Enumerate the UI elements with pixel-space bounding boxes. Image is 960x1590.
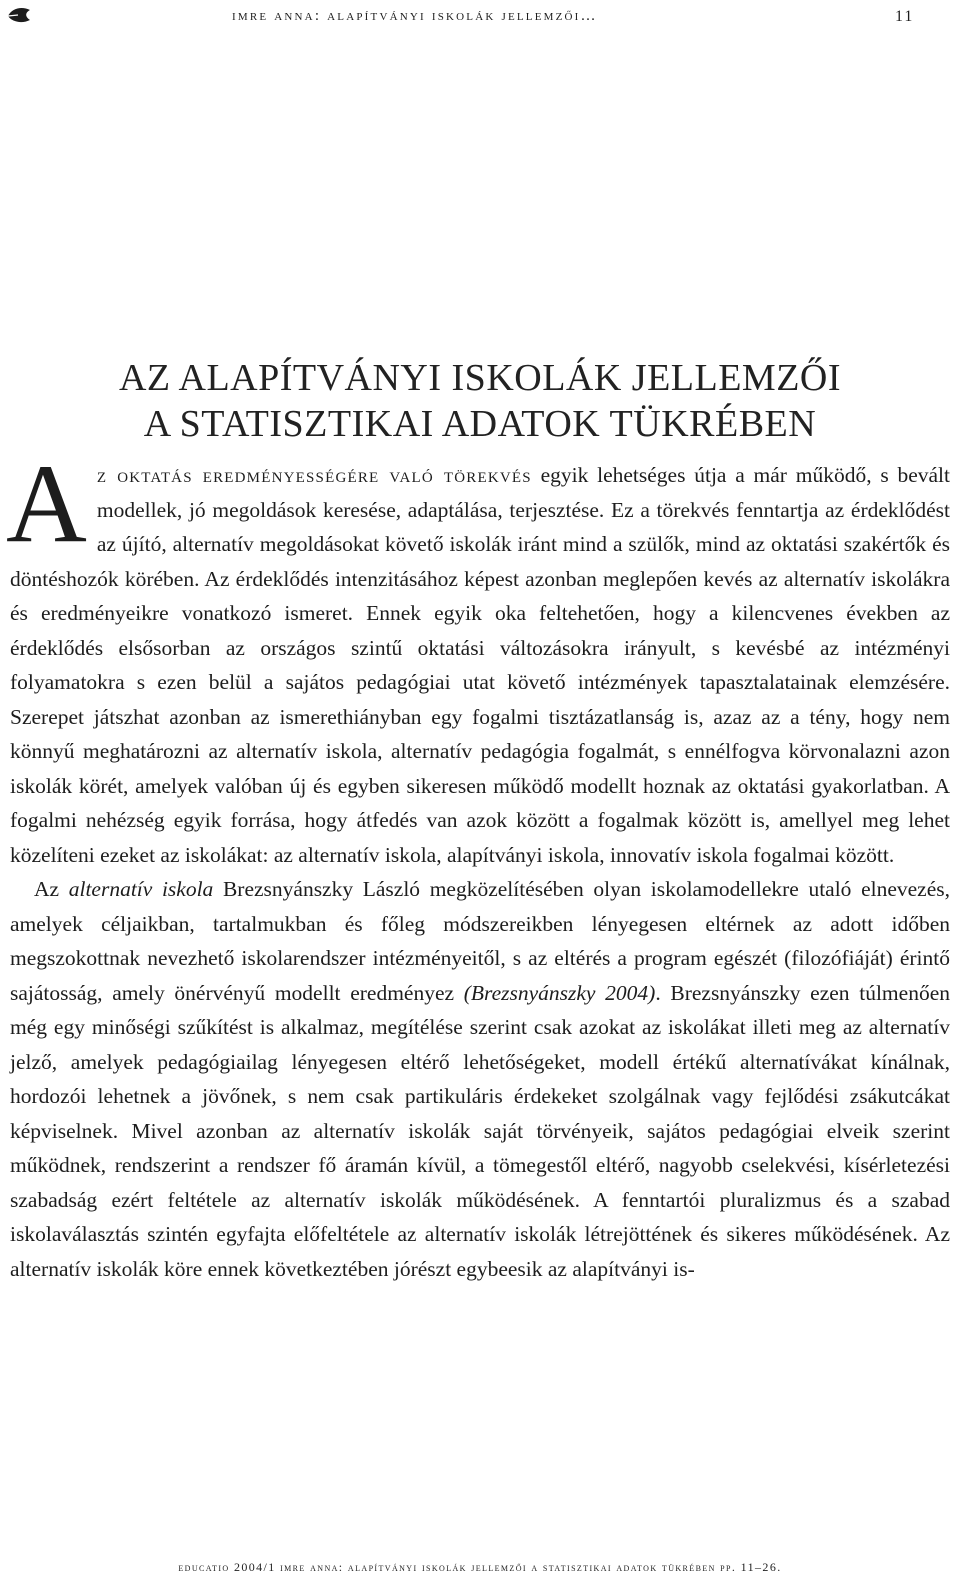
page-header (0, 4, 960, 34)
article-body (6, 442, 951, 1286)
paragraph-2-start: Az (34, 877, 69, 901)
leaf-ornament-icon (6, 6, 32, 26)
paragraph-1-text: egyik lehetséges útja a már működő, s bevált modellek, jó megoldások keresése, adaptálása, terjesztése. Ez a törekvés fenntartja az érdeklődést az újító, alternatív megoldásokat követő iskolák iránt mind a szülők, mind az oktatási szakértők és döntéshozók körében. Az érdeklődés intenzitásához képest azonban meglepően kevés az alternatív iskolákra és eredményeikre vonatkozó ismeret. Ennek egyik oka feltehetően, hogy a kilencvenes években az érdeklődés elsősorban az országos szintű oktatási változásokra irányult, s kevésbé az intézményi folyamatokra s ezen belül a sajátos pedagógiai utat követő intézmények tapasztalatainak elemzésére. Szerepet játszhat azonban az ismerethiányban egy fogalmi tisztázatlanság is, azaz az a tény, hogy nem könnyű meghatározni az alternatív iskola, alternatív pedagógia fogalmát, s ennélfogva körvonalazni azon iskolák körét, amelyek valóban új és egyben sikeresen működő modellt hoznak az oktatási gyakorlatban. A fogalmi nehézség egyik forrása, hogy átfedés van azok között a fogalmak között is, amellyel meg lehet közelíteni ezeket az iskolákat: az alternatív iskola, alapítványi iskola, innovatív iskola fogalmai között. (10, 463, 951, 867)
paragraph-2-mid: Brezsnyánszky László megközelítésében olyan iskolamodellekre utaló elnevezés, amelyek céljaikban, tartalmukban és főleg módszereikben lényegesen eltérnek az adott időben megszokottnak nevezhető iskolarendszer intézményeitől, s az eltérés a program egészét (filozófiáját) érintő sajátosság, amely önérvényű modellt eredményez (10, 877, 951, 1005)
paragraph-2 (10, 872, 950, 1286)
italic-term: alternatív iskola (68, 877, 214, 901)
page-number: 11 (895, 8, 915, 25)
running-head: imre anna: alapítványi iskolák jellemzői… (232, 8, 598, 24)
citation: (Brezsnyánszky 2004) (463, 980, 656, 1005)
article-title (0, 355, 960, 447)
lead-in-small-caps: z oktatás eredményességére való törekvés (96, 463, 532, 487)
title-line-2: A STATISZTIKAI ADATOK TÜKRÉBEN (143, 403, 817, 446)
paragraph-1 (6, 442, 951, 872)
title-line-1: AZ ALAPÍTVÁNYI ISKOLÁK JELLEMZŐI (118, 357, 842, 400)
drop-cap: A (6, 442, 87, 566)
paragraph-2-rest: . Brezsnyánszky ezen túlmenően még egy minőségi szűkítést is alkalmaz, megítélése szerint csak azokat az iskolákat illeti meg az alternatív jelző, amelyek pedagógiailag lényegesen eltérő lehetőségeket, modell értékű alternatívákat kínálnak, hordozói lehetnek a jövőnek, s nem csak partikuláris érdekeket szolgálnak vagy fejlődési zsákutcákat képviselnek. Mivel azonban az alternatív iskolák saját törvényeik, sajátos pedagógiai elveik szerint működnek, rendszerint a rendszer fő áramán kívül, a tömegestől eltérő, nagyobb cselekvési, kísérletezési szabadság ezért feltétele az alternatív iskolák működésének. A fenntartói pluralizmus és a szabad iskolaválasztás szintén egyfajta előfeltétele az alternatív iskolák létrejöttének és sikeres működésének. Az alternatív iskolák köre ennek következtében jórészt egybeesik az alapítványi is- (10, 980, 950, 1281)
page-footer: educatio 2004/1 imre anna: alapítványi iskolák jellemzői a statisztikai adatok tükrében pp. 11–26. (178, 1560, 782, 1574)
